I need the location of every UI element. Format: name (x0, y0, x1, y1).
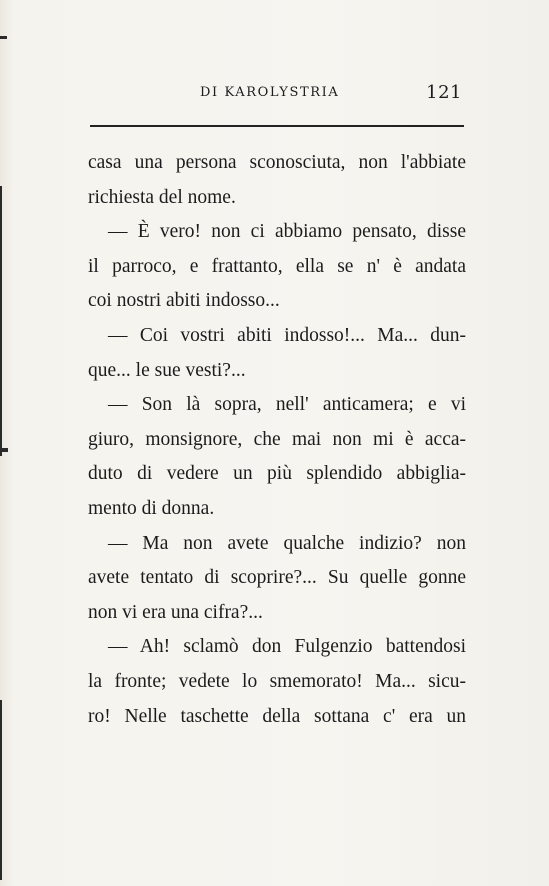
text-line: il parroco, e frattanto, ella se n' è andata (88, 255, 466, 277)
text-line: mento di donna. (88, 497, 215, 519)
text-line: avete tentato di scoprire?... Su quelle gonne (88, 567, 466, 589)
text-line: coi nostri abiti indosso... (88, 290, 280, 312)
page-edge-mark (0, 700, 2, 880)
text-line: — Coi vostri abiti indosso!... Ma... dun- (108, 324, 466, 346)
page-edge-mark (0, 448, 8, 452)
text-line: — Ma non avete qualche indizio? non (108, 532, 466, 554)
running-head: DI KAROLYSTRIA (200, 85, 340, 100)
header-rule (90, 125, 464, 127)
text-line: — Son là sopra, nell' anticamera; e vi (108, 394, 466, 416)
text-line: — Ah! sclamò don Fulgenzio battendosi (108, 636, 466, 658)
page-number: 121 (426, 82, 462, 103)
text-line: giuro, monsignore, che mai non mi è acca- (88, 428, 466, 450)
page-edge-mark (0, 186, 2, 456)
text-line: — È vero! non ci abbiamo pensato, disse (108, 221, 466, 243)
body-text (88, 146, 466, 734)
text-line: casa una persona sconosciuta, non l'abbiate (88, 152, 466, 173)
text-line: ro! Nelle taschette della sottana c' era un (88, 705, 466, 727)
text-line: la fronte; vedete lo smemorato! Ma... sicu- (88, 670, 466, 692)
page-header (88, 82, 462, 106)
text-line: que... le sue vesti?... (88, 359, 246, 381)
text-line: richiesta del nome. (88, 186, 236, 208)
text-line: non vi era una cifra?... (88, 601, 263, 623)
page-edge-mark (0, 36, 7, 39)
text-line: duto di vedere un più splendido abbiglia- (88, 463, 466, 485)
